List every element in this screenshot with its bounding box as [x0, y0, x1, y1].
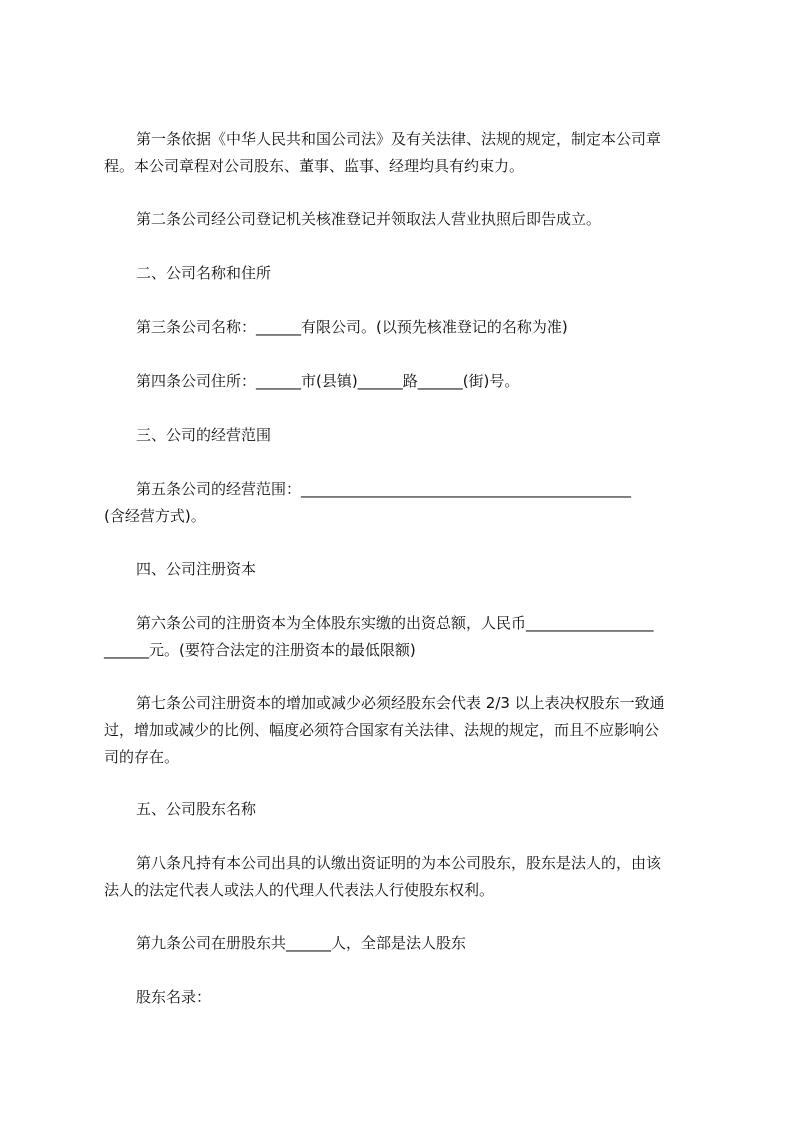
article-6	[104, 610, 704, 664]
article-8-line-1: 第八条凡持有本公司出具的认缴出资证明的为本公司股东，股东是法人的，由该	[136, 854, 662, 872]
article-3-line-1: 第三条公司名称：______有限公司。(以预先核准登记的名称为准)	[136, 318, 568, 336]
shareholder-list-label	[104, 984, 704, 1011]
article-7	[104, 690, 704, 771]
article-7-line-3: 司的存在。	[104, 748, 180, 766]
article-6-line-1: 第六条公司的注册资本为全体股东实缴的出资总额，人民币_________________	[136, 614, 654, 632]
section-heading-3-text: 三、公司的经营范围	[136, 426, 272, 444]
article-1-line-1: 第一条依据《中华人民共和国公司法》及有关法律、法规的规定，制定本公司章	[136, 130, 662, 148]
article-5	[104, 476, 704, 530]
article-5-line-1: 第五条公司的经营范围：____________________________________________	[136, 480, 632, 498]
article-4-line-1: 第四条公司住所：______市(县镇)______路______(街)号。	[136, 372, 520, 390]
article-6-line-2: ______元。(要符合法定的注册资本的最低限额)	[104, 641, 416, 659]
article-2	[104, 206, 704, 233]
article-1	[104, 126, 704, 180]
section-heading-5-text: 五、公司股东名称	[136, 800, 257, 818]
article-9	[104, 930, 704, 957]
article-9-line-1: 第九条公司在册股东共______人，全部是法人股东	[136, 934, 467, 952]
shareholder-list-label-text: 股东名录：	[136, 988, 212, 1006]
section-heading-2-text: 二、公司名称和住所	[136, 264, 272, 282]
section-heading-4	[104, 556, 704, 583]
article-7-line-1: 第七条公司注册资本的增加或减少必须经股东会代表 2/3 以上表决权股东一致通	[136, 694, 665, 712]
article-2-line-1: 第二条公司经公司登记机关核准登记并领取法人营业执照后即告成立。	[136, 210, 602, 228]
article-8-line-2: 法人的法定代表人或法人的代理人代表法人行使股东权利。	[104, 881, 495, 899]
section-heading-5	[104, 796, 704, 823]
article-4	[104, 368, 704, 395]
article-7-line-2: 过，增加或减少的比例、幅度必须符合国家有关法律、法规的规定，而且不应影响公	[104, 721, 660, 739]
article-8	[104, 850, 704, 904]
section-heading-4-text: 四、公司注册资本	[136, 560, 257, 578]
section-heading-3	[104, 422, 704, 449]
article-5-line-2: (含经营方式)。	[104, 507, 206, 525]
section-heading-2	[104, 260, 704, 287]
article-1-line-2: 程。本公司章程对公司股东、董事、监事、经理均具有约束力。	[104, 157, 525, 175]
article-3	[104, 314, 704, 341]
